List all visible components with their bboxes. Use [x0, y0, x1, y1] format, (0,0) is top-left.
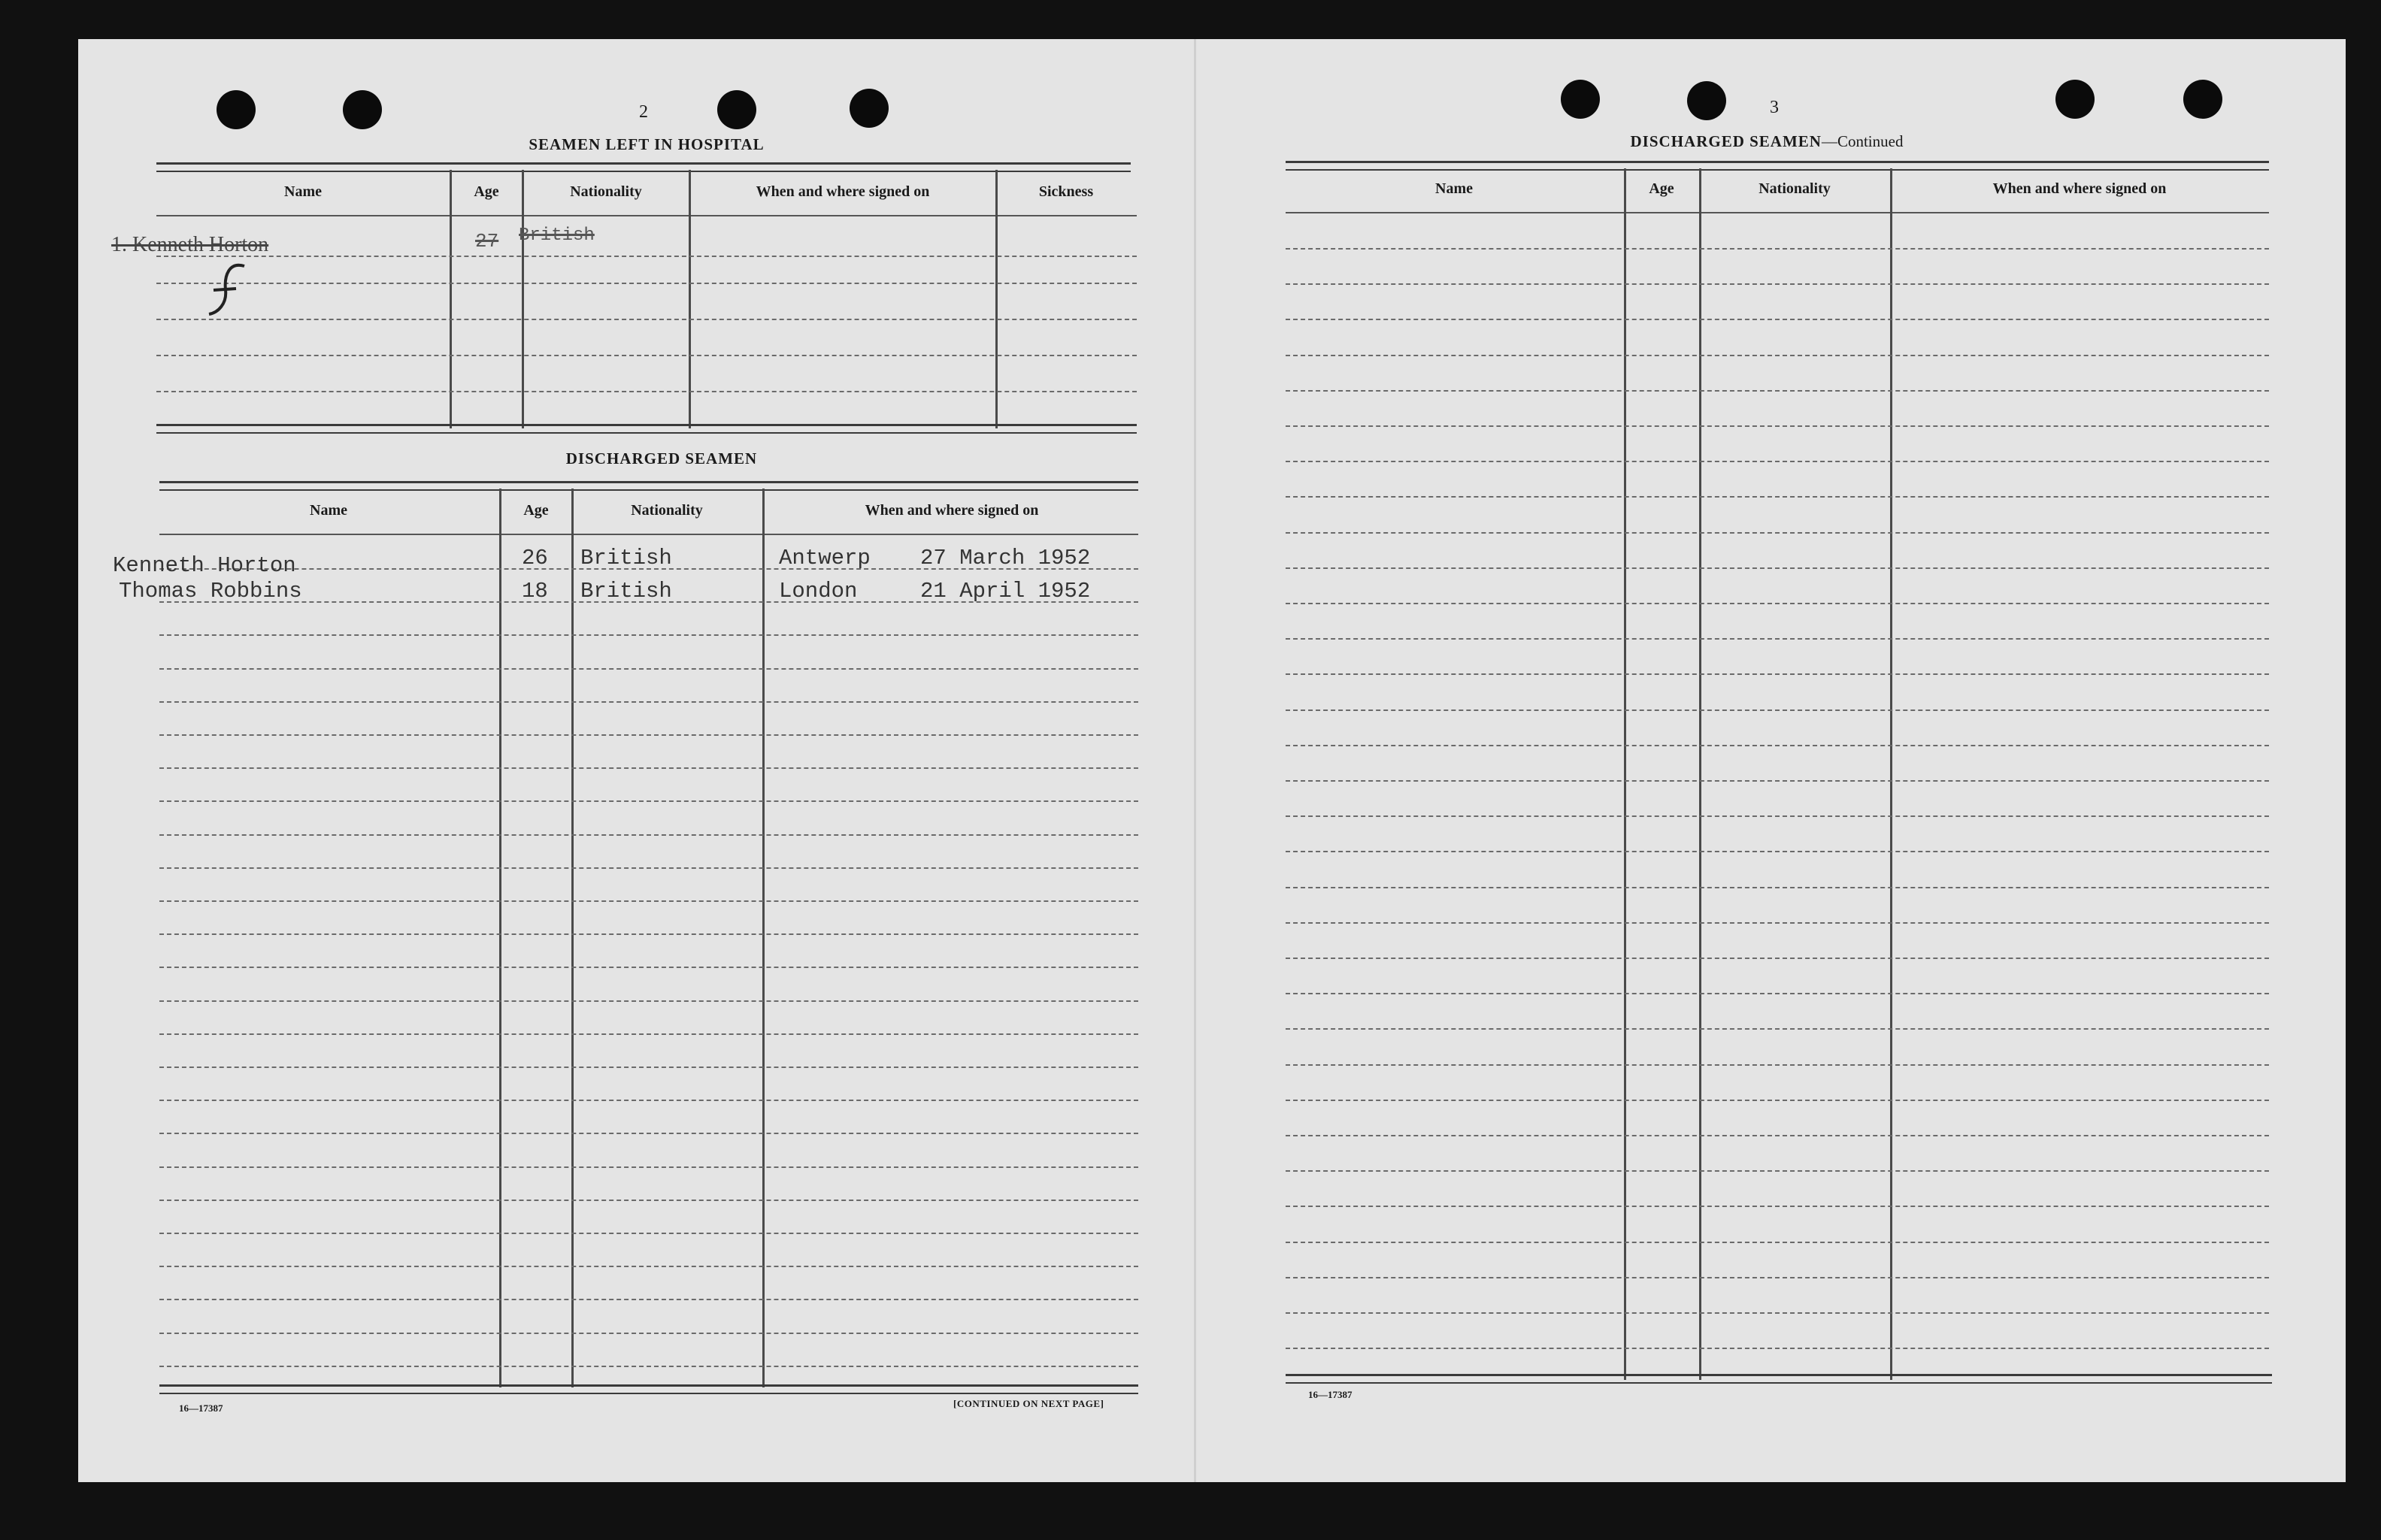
hospital-col-sickness: Sickness [1038, 183, 1094, 200]
table-row-line [159, 634, 1138, 636]
table-row-line [159, 1033, 1138, 1035]
discharged-row-nationality: British [580, 579, 672, 604]
table-row-line [1286, 780, 2269, 782]
table-row-line [1286, 1206, 2269, 1207]
table-row-line [1286, 567, 2269, 569]
table-row-line [159, 668, 1138, 670]
table-row-line [1286, 1064, 2269, 1066]
hospital-row-line [156, 283, 1137, 284]
discharged-row-name: Thomas Robbins [119, 579, 302, 604]
continued-note: [CONTINUED ON NEXT PAGE] [953, 1398, 1104, 1409]
table-row-line [1286, 283, 2269, 285]
hospital-table-bottom-rule [156, 424, 1137, 434]
punch-hole [1687, 81, 1726, 120]
table-row-line [1286, 603, 2269, 604]
table-row-line [1286, 638, 2269, 640]
discharged-col-divider [762, 489, 765, 1387]
discharged-col-signed-on: When and where signed on [865, 502, 1039, 519]
discharged-row-nationality: British [580, 546, 672, 570]
table-row-line [1286, 1135, 2269, 1136]
discharged-row-date: 27 March 1952 [920, 546, 1091, 570]
discharged-col-divider [571, 489, 574, 1387]
table-row-line [159, 1366, 1138, 1367]
hospital-col-age: Age [474, 183, 499, 200]
form-code-left: 16—17387 [179, 1402, 223, 1414]
discharged-header-rule [159, 534, 1138, 535]
punch-hole [2183, 80, 2222, 119]
discharged-col-divider [499, 489, 501, 1387]
right-col-divider [1624, 168, 1626, 1380]
discharged-continued-title-main: DISCHARGED SEAMEN [1630, 132, 1822, 150]
punch-hole [850, 89, 889, 128]
table-row-line [159, 933, 1138, 935]
right-col-name: Name [1435, 180, 1473, 197]
handwritten-mark [203, 260, 256, 320]
discharged-row-age: 26 [522, 546, 548, 570]
table-row-line [159, 1000, 1138, 1002]
hospital-table-top-rule [156, 162, 1131, 172]
hospital-row-line [156, 256, 1137, 257]
discharged-table-top-rule [159, 481, 1138, 491]
hospital-col-divider [450, 170, 452, 428]
table-row-line [1286, 851, 2269, 852]
table-row-line [159, 1166, 1138, 1168]
discharged-row-place: Antwerp [779, 546, 871, 570]
table-row-line [1286, 709, 2269, 711]
discharged-col-nationality: Nationality [631, 502, 703, 519]
hospital-row-line [156, 355, 1137, 356]
page-fold [1194, 39, 1196, 1482]
table-row-line [159, 867, 1138, 869]
table-row-line [1286, 496, 2269, 498]
hospital-row-age: 27 [475, 230, 499, 253]
table-row-line [1286, 887, 2269, 888]
table-row-line [159, 1266, 1138, 1267]
table-row-line [159, 900, 1138, 902]
right-col-signed-on: When and where signed on [1992, 180, 2167, 197]
discharged-section-title: DISCHARGED SEAMEN [565, 449, 758, 467]
table-row-line [159, 1100, 1138, 1101]
table-row-line [159, 767, 1138, 769]
right-col-nationality: Nationality [1758, 180, 1831, 197]
right-table-top-rule [1286, 161, 2269, 171]
table-row-line [1286, 1312, 2269, 1314]
discharged-col-name: Name [310, 502, 347, 519]
hospital-col-divider [689, 170, 691, 428]
table-row-line [159, 967, 1138, 968]
table-row-line [159, 701, 1138, 703]
hospital-row-name: 1. Kenneth Horton [111, 233, 269, 256]
punch-hole [2055, 80, 2095, 119]
hospital-row-nationality: British [519, 225, 595, 246]
discharged-row-age: 18 [522, 579, 548, 604]
hospital-col-nationality: Nationality [570, 183, 642, 200]
discharged-row-name: Kenneth Horton [113, 553, 296, 578]
table-row-line [1286, 993, 2269, 994]
table-row-line [159, 1333, 1138, 1334]
discharged-continued-title [1541, 132, 1992, 151]
table-row-line [1286, 248, 2269, 250]
page-number-right: 3 [1770, 98, 1779, 117]
table-row-line [159, 1133, 1138, 1134]
right-col-age: Age [1649, 180, 1674, 197]
table-row-line [1286, 1348, 2269, 1349]
table-row-line [1286, 461, 2269, 462]
table-row-line [159, 1200, 1138, 1201]
discharged-table-bottom-rule [159, 1384, 1138, 1394]
hospital-col-divider [995, 170, 998, 428]
form-code-right: 16—17387 [1308, 1389, 1353, 1400]
table-row-line [1286, 673, 2269, 675]
table-row-line [1286, 958, 2269, 959]
table-row-line [1286, 922, 2269, 924]
discharged-row-date: 21 April 1952 [920, 579, 1091, 604]
table-row-line [1286, 1277, 2269, 1278]
table-row-line [159, 800, 1138, 802]
table-row-line [159, 1233, 1138, 1234]
table-row-line [1286, 532, 2269, 534]
right-col-divider [1890, 168, 1892, 1380]
table-row-line [1286, 319, 2269, 320]
table-row-line [1286, 1028, 2269, 1030]
table-row-line [159, 1299, 1138, 1300]
right-header-rule [1286, 212, 2269, 213]
table-row-line [1286, 355, 2269, 356]
right-table-bottom-rule [1286, 1374, 2272, 1384]
hospital-row-line [156, 391, 1137, 392]
hospital-row-line [156, 319, 1137, 320]
table-row-line [159, 834, 1138, 836]
right-col-divider [1699, 168, 1701, 1380]
hospital-col-divider [522, 170, 524, 428]
table-row-line [1286, 815, 2269, 817]
page-number-left: 2 [639, 102, 648, 122]
table-row-line [1286, 1242, 2269, 1243]
table-row-line [1286, 425, 2269, 427]
punch-hole [1561, 80, 1600, 119]
hospital-col-signed-on: When and where signed on [756, 183, 930, 200]
table-row-line [159, 1067, 1138, 1068]
discharged-row-place: London [779, 579, 858, 604]
table-row-line [1286, 745, 2269, 746]
table-row-line [159, 734, 1138, 736]
hospital-header-rule [156, 215, 1137, 216]
table-row-line [1286, 1100, 2269, 1101]
discharged-continued-suffix: —Continued [1821, 132, 1904, 150]
punch-hole [217, 90, 256, 129]
discharged-col-age: Age [523, 502, 549, 519]
table-row-line [1286, 390, 2269, 392]
punch-hole [343, 90, 382, 129]
table-row-line [1286, 1170, 2269, 1172]
hospital-section-title: SEAMEN LEFT IN HOSPITAL [529, 135, 765, 153]
punch-hole [717, 90, 756, 129]
hospital-col-name: Name [284, 183, 322, 200]
